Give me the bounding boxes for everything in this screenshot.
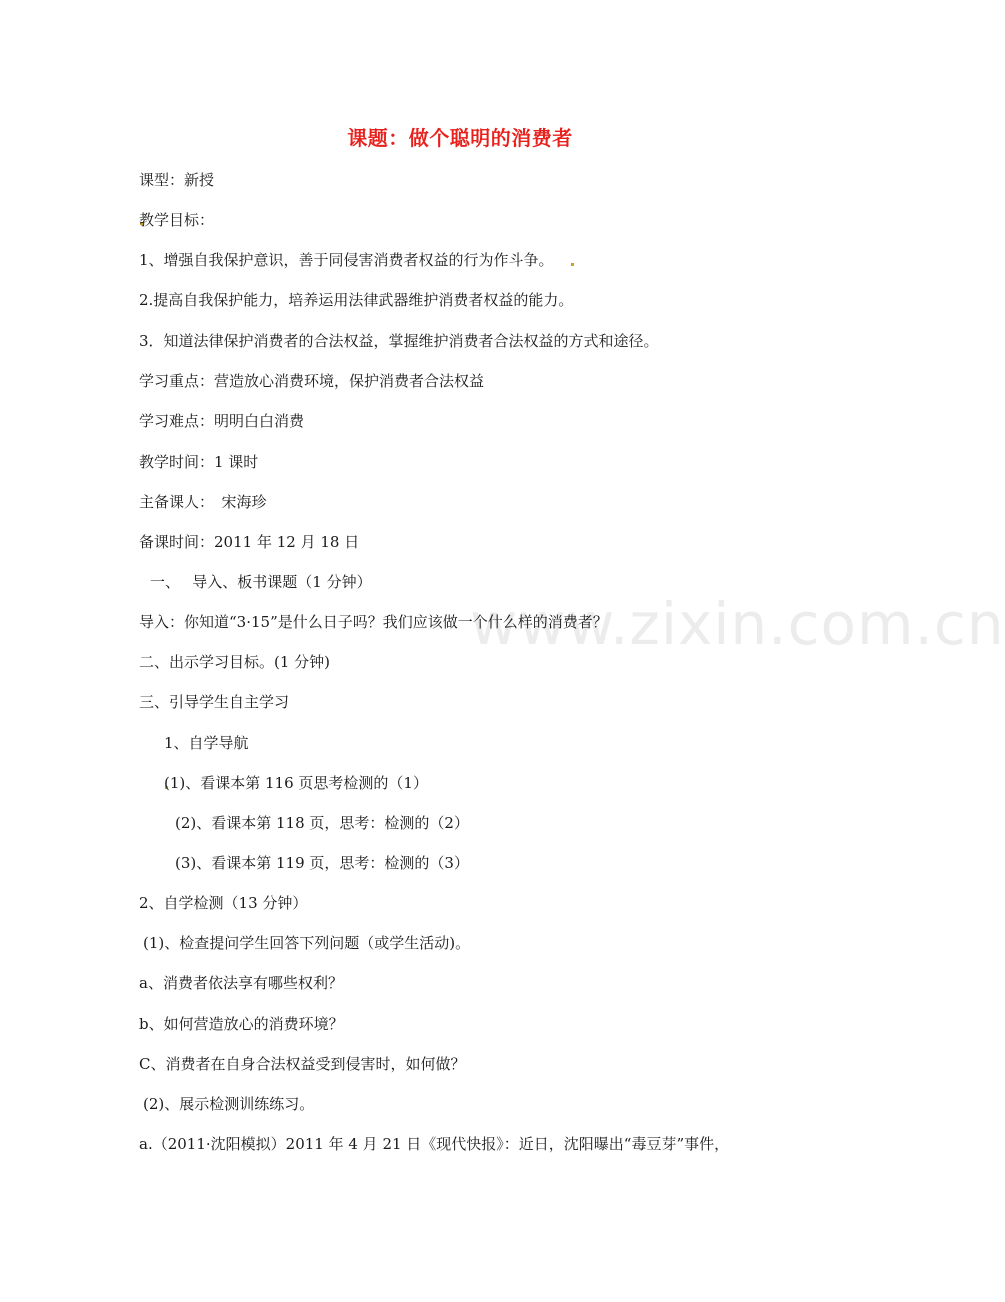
self-test-heading: 2、自学检测（13 分钟） [139, 894, 308, 912]
guide-item-2: (2)、看课本第 118 页，思考：检测的（2） [175, 814, 469, 832]
lead-teacher: 主备课人： 宋海珍 [139, 493, 267, 511]
self-test-item-2: (2)、展示检测训练练习。 [143, 1095, 315, 1113]
intro-question: 导入：你知道“3·15”是什么日子吗？我们应该做一个什么样的消费者？ [139, 613, 608, 631]
guide-item-3: (3)、看课本第 119 页，思考：检测的（3） [175, 854, 469, 872]
course-type: 课型：新授 [139, 171, 215, 189]
key-point: 学习重点：营造放心消费环境，保护消费者合法权益 [139, 372, 485, 390]
section-3-heading: 三、引导学生自主学习 [139, 693, 290, 711]
question-c: C、消费者在自身合法权益受到侵害时，如何做？ [139, 1055, 466, 1073]
teaching-time: 教学时间：1 课时 [139, 453, 259, 471]
self-test-item-1: (1)、检查提问学生回答下列问题（或学生活动)。 [143, 934, 471, 952]
guide-item-1: (1)、看课本第 116 页思考检测的（1） [164, 774, 428, 792]
section-1-heading: 一、 导入、板书课题（1 分钟） [150, 573, 372, 591]
section-2-heading: 二、出示学习目标。(1 分钟) [139, 653, 331, 671]
watermark: www.zixin.com.cn [470, 590, 1005, 658]
question-a: a、消费者依法享有哪些权利？ [139, 974, 343, 992]
prep-date: 备课时间：2011 年 12 月 18 日 [139, 533, 360, 551]
objective-3: 3．知道法律保护消费者的合法权益，掌握维护消费者合法权益的方式和途径。 [139, 332, 659, 350]
question-b: b、如何营造放心的消费环境？ [139, 1015, 344, 1033]
objective-1: 1、增强自我保护意识，善于同侵害消费者权益的行为作斗争。 [139, 251, 554, 269]
mark-dot [571, 263, 574, 266]
teaching-objectives-heading: 教学目标： [139, 211, 215, 229]
objective-2: 2.提高自我保护能力，培养运用法律武器维护消费者权益的能力。 [139, 291, 574, 309]
exercise-a: a.（2011·沈阳模拟）2011 年 4 月 21 日《现代快报》：近日，沈阳曝出“毒豆芽”事件， [139, 1135, 730, 1153]
self-study-guide: 1、自学导航 [164, 734, 249, 752]
page-title: 课题：做个聪明的消费者 [347, 126, 573, 150]
difficult-point: 学习难点：明明白白消费 [139, 412, 305, 430]
